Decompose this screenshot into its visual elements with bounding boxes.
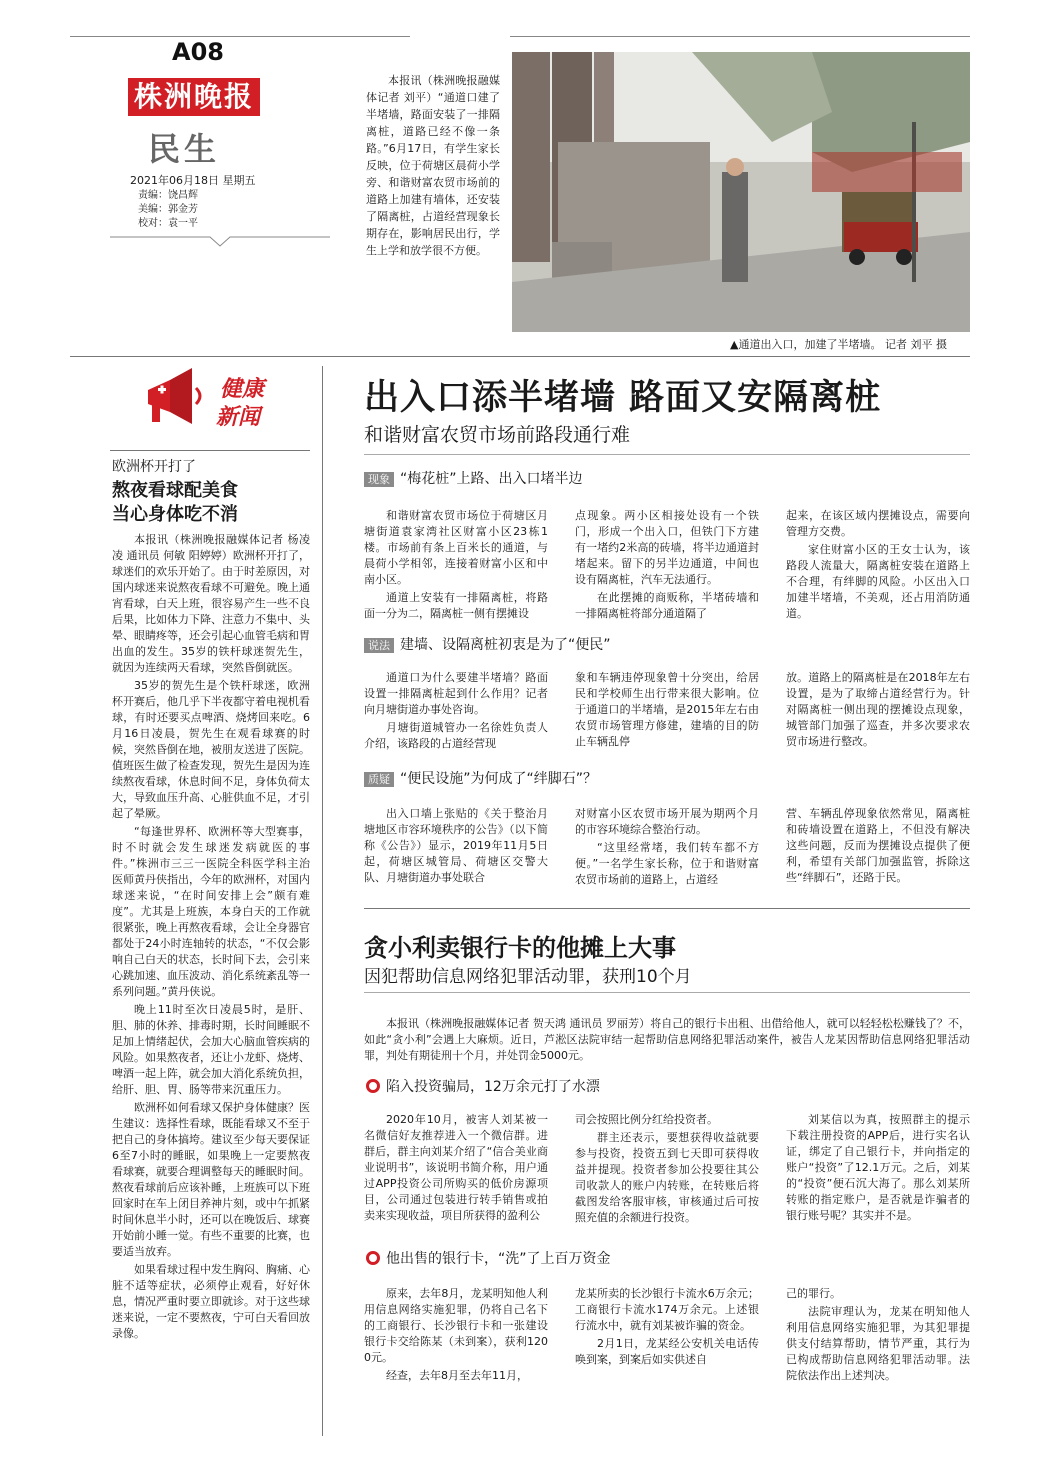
body-paragraph: 法院审理认为，龙某在明知他人利用信息网络实施犯罪，为其犯罪提供支付结算帮助，情节严重，其行为已构成帮助信息网络犯罪活动罪。法院依法作出上述判决。 <box>786 1305 970 1382</box>
body-paragraph: 本报讯（株洲晚报融媒体记者 贺天鸿 通讯员 罗丽芳）将自己的银行卡出租、出借给他人，就可以轻轻松松赚钱了？不，如此“贪小利”会遇上大麻烦。近日，芦淞区法院审结一起帮助信息网络犯罪活动案件，被告人龙某因帮助信息网络犯罪活动罪，判处有期徒刑十个月，并处罚金5000元。 <box>364 1017 970 1062</box>
article1-section-heading: 现象 “梅花桩”上路、出入口堵半边 <box>364 470 583 488</box>
body-paragraph: 原来，去年8月，龙某明知他人利用信息网络实施犯罪，仍将自己名下的工商银行、长沙银行卡和一张建设银行卡交给陈某（未到案），获利1200元。 <box>364 1287 548 1364</box>
column-divider <box>322 366 323 1436</box>
body-paragraph: 对财富小区农贸市场开展为期两个月的市容环境综合整治行动。 <box>575 807 759 836</box>
article2-intro <box>364 1016 970 1066</box>
sidebar-paragraph: “每逢世界杯、欧洲杯等大型赛事，时不时就会发生球迷发病就医的事件。”株洲市三三一医院全科医学科主治医师黄丹侠指出，今年的欧洲杯，对国内球迷来说，“在时间安排上会”颇有难度”。尤其是上班族，本身白天的工作就很紧张，晚上再熬夜看球，会让全身器官都处于24小时连轴转的状态，“不仅会影响自己白天的状态，长时间下去，会引来心跳加速、血压波动、消化系统紊乱等一系列问题。”黄丹侠说。 <box>112 825 310 998</box>
section-tag: 现象 <box>364 472 394 487</box>
sidebar-title-line1: 熬夜看球配美食 <box>112 480 238 501</box>
article1-section-body <box>364 806 970 890</box>
photo-caption: ▲通道出入口，加建了半堵墙。 记者 刘平 摄 <box>730 338 947 351</box>
article2-section-body <box>364 1286 970 1386</box>
sidebar-paragraph: 欧洲杯如何看球又保护身体健康？医生建议：选择性看球，既能看球又不至于把自己的身体搞垮。建议至少每天要保证6至7小时的睡眠，如果晚上一定要熬夜看球赛，就要合理调整每天的睡眠时间。熬夜看球前后应该补睡，上班族可以下班回家时在车上闭目养神片刻，或中午抓紧时间休息半小时，还可以在晚饭后、球赛开始前小睡一觉。有些不重要的比赛，也要适当放弃。 <box>112 1101 310 1258</box>
article1-subtitle: 和谐财富农贸市场前路段通行难 <box>364 424 631 446</box>
sidebar-paragraph: 晚上11时至次日凌晨5时，是肝、胆、肺的休养、排毒时期，长时间睡眠不足加上情绪起伏，会加大心脑血管疾病的风险。如果熬夜者，还让小龙虾、烧烤、啤酒一起上阵，就会加大消化系统负担，给肝、胆、胃、肠等带来沉重压力。 <box>112 1003 310 1096</box>
body-paragraph: 月塘街道城管办一名徐姓负责人介绍，该路段的占道经营现 <box>364 721 548 750</box>
article1-section-body <box>364 670 970 754</box>
article1-section-heading: 质疑 “便民设施”为何成了“绊脚石”？ <box>364 770 597 788</box>
lead-brief <box>366 72 500 261</box>
sidebar-paragraph: 如果看球过程中发生胸闷、胸痛、心脏不适等症状，必须停止观看，好好休息，情况严重时要立即就诊。对于这些球迷来说，一定不要熬夜，宁可白天看回放录像。 <box>112 1263 310 1340</box>
section-name: 民生 <box>148 130 221 168</box>
sidebar-rule <box>110 450 310 451</box>
proofreader-credit: 校对：袁一平 <box>138 218 198 229</box>
body-paragraph: 放。道路上的隔离桩是在2018年左右设置，是为了取缔占道经营行为。针对隔离桩一侧出现的摆摊设点现象，城管部门加强了巡查，并多次要求农贸市场进行整改。 <box>786 671 970 748</box>
body-paragraph: 点现象。两小区相接处设有一个铁门，形成一个出入口，但铁门下方建有一堵约2米高的砖墙，将半边通道封堵起来。留下的另半边通道，中间也设有隔离桩，汽车无法通行。 <box>575 509 759 586</box>
body-paragraph: 象和车辆违停现象曾十分突出，给居民和学校师生出行带来很大影响。位于通道口的半堵墙，是2015年左右由农贸市场管理方修建，建墙的目的防止车辆乱停 <box>575 671 759 748</box>
body-paragraph: 通道口为什么要建半堵墙？路面设置一排隔离桩起到什么作用？记者向月塘街道办事处咨询。 <box>364 671 548 716</box>
sidebar-title-line2: 当心身体吃不消 <box>112 504 238 525</box>
body-paragraph: 司会按照比例分红给投资者。 <box>575 1113 718 1126</box>
page-number: A08 <box>172 38 224 66</box>
editor-credit: 责编：饶昌辉 <box>138 190 198 201</box>
circle-bullet-icon <box>366 1251 380 1265</box>
article1-section-heading: 说法 建墙、设隔离桩初衷是为了“便民” <box>364 636 611 654</box>
body-paragraph: 2月1日，龙某经公安机关电话传唤到案，到案后如实供述自 <box>575 1337 759 1366</box>
body-paragraph: 群主还表示，要想获得收益就要参与投资，投资五到七天即可获得收益并提现。投资者参加公投要往其公司收款人的账户内转账，在转账后将截图发给客服审核，审核通过后可按照充值的余额进行投资。 <box>575 1131 759 1224</box>
health-logo-line1: 健康 <box>220 376 265 402</box>
masthead-chevron <box>110 232 330 244</box>
body-paragraph: 龙某所卖的长沙银行卡流水6万余元；工商银行卡流水174万余元。上述银行流水中，就有刘某被诈骗的资金。 <box>575 1287 759 1332</box>
article1-section-body <box>364 508 970 624</box>
sidebar-body <box>112 532 310 1432</box>
article2-title: 贪小利卖银行卡的他摊上大事 <box>364 933 676 962</box>
article-separator <box>364 908 970 909</box>
megaphone-icon <box>140 368 210 434</box>
body-paragraph: 出入口墙上张贴的《关于整治月塘地区市容环境秩序的公告》（以下简称《公告》）显示，2019年11月5日起，荷塘区城管局、荷塘区交警大队、月塘街道办事处联合 <box>364 807 548 884</box>
article1-rule <box>364 454 970 455</box>
paper-logo: 株洲晚报 <box>128 78 260 116</box>
body-paragraph: 2020年10月，被害人刘某被一名微信好友推荐进入一个微信群。进群后，群主向刘某介绍了“信合美业商业说明书”，该说明书简介称，用户通过APP投资公司所购买的低价房源项目，公司通过包装进行转手销售或拍卖来实现收益，项目所获得的盈利公 <box>364 1113 548 1222</box>
news-photo <box>512 52 970 332</box>
designer-credit: 美编：郭金芳 <box>138 204 198 215</box>
article1-title: 出入口添半堵墙 路面又安隔离桩 <box>364 377 882 418</box>
body-paragraph: 经查，去年8月至去年11月， <box>386 1369 528 1382</box>
body-paragraph: 家住财富小区的王女士认为，该路段人流量大，隔离桩安装在道路上不合理，有绊脚的风险。小区出入口加建半堵墙，不美观，还占用消防通道。 <box>786 543 970 620</box>
body-paragraph: 营、车辆乱停现象依然常见，隔离桩和砖墙设置在道路上，不但没有解决这些问题，反而为摆摊设点提供了便利，希望有关部门加强监管，拆除这些“绊脚石”，还路于民。 <box>786 807 970 884</box>
article2-section-heading: 他出售的银行卡，“洗”了上百万资金 <box>366 1250 611 1268</box>
sidebar-paragraph: 本报讯（株洲晚报融媒体记者 杨凌凌 通讯员 何敏 阳婷婷）欧洲杯开打了，球迷们的欢乐开始了。由于时差原因，对国内球迷来说熬夜看球不可避免。晚上通宵看球，白天上班，很容易产生一些不良后果，比如体力下降、注意力不集中、头晕、眼睛疼等，还会引起心血管毛病和胃出血的发生。35岁的铁杆球迷贺先生，就因为连续两天看球，突然昏倒就医。 <box>112 533 310 674</box>
body-paragraph: 在此摆摊的商贩称，半堵砖墙和一排隔离桩将部分通道隔了 <box>575 591 759 620</box>
body-paragraph: 刘某信以为真，按照群主的提示下载注册投资的APP后，进行实名认证，绑定了自己银行卡，并向指定的账户“投资”了12.1万元。之后，刘某的“投资”便石沉大海了。那么刘某所转账的指定账户，是否就是诈骗者的银行账号呢？其实并不是。 <box>786 1113 970 1222</box>
article2-subtitle: 因犯帮助信息网络犯罪活动罪，获刑10个月 <box>364 967 692 987</box>
sidebar-kicker: 欧洲杯开打了 <box>112 459 196 475</box>
body-paragraph: “这里经常堵，我们转车都不方便。”一名学生家长称，位于和谐财富农贸市场前的道路上，占道经 <box>575 841 759 886</box>
body-paragraph: 己的罪行。 <box>786 1287 841 1300</box>
body-paragraph: 起来，在该区域内摆摊设点，需要向管理方交费。 <box>786 509 970 538</box>
section-tag: 说法 <box>364 638 394 653</box>
sidebar-paragraph: 35岁的贺先生是个铁杆球迷，欧洲杯开赛后，他几乎下半夜都守着电视机看球，有时还要买点啤酒、烧烤回来吃。6月16日凌晨，贺先生在观看球赛的时候，突然昏倒在地，被朋友送进了医院。值班医生做了检查发现，贺先生是因为连续熬夜看球，休息时间不足，身体负荷太大，导致血压升高、心脏供血不足，才引起了晕厥。 <box>112 679 310 820</box>
top-rule <box>70 36 410 37</box>
health-news-logo <box>140 368 290 438</box>
article2-section-body <box>364 1112 970 1228</box>
top-rule-right <box>510 36 970 37</box>
body-paragraph: 和谐财富农贸市场位于荷塘区月塘街道袁家湾社区财富小区23栋1楼。市场前有条上百米长的通道，与晨荷小学相邻，连接着财富小区和中南小区。 <box>364 509 548 586</box>
circle-bullet-icon <box>366 1079 380 1093</box>
article2-section-heading: 陷入投资骗局，12万余元打了水漂 <box>366 1078 600 1096</box>
issue-date: 2021年06月18日 星期五 <box>130 174 256 187</box>
body-paragraph: 通道上安装有一排隔离桩，将路面一分为二，隔离桩一侧有摆摊设 <box>364 591 548 620</box>
article2-rule <box>364 992 970 993</box>
section-tag: 质疑 <box>364 772 394 787</box>
health-logo-line2: 新闻 <box>216 404 261 430</box>
lead-brief-text: 本报讯（株洲晚报融媒体记者 刘平）“通道口建了半堵墙，路面安装了一排隔离桩，道路已经不像一条路。”6月17日，有学生家长反映，位于荷塘区晨荷小学旁、和谐财富农贸市场前的道路上加建有墙体，还安装了隔离桩，占道经营现象长期存在，影响居民出行，学生上学和放学很不方便。 <box>366 74 500 257</box>
separator-top <box>70 356 970 357</box>
